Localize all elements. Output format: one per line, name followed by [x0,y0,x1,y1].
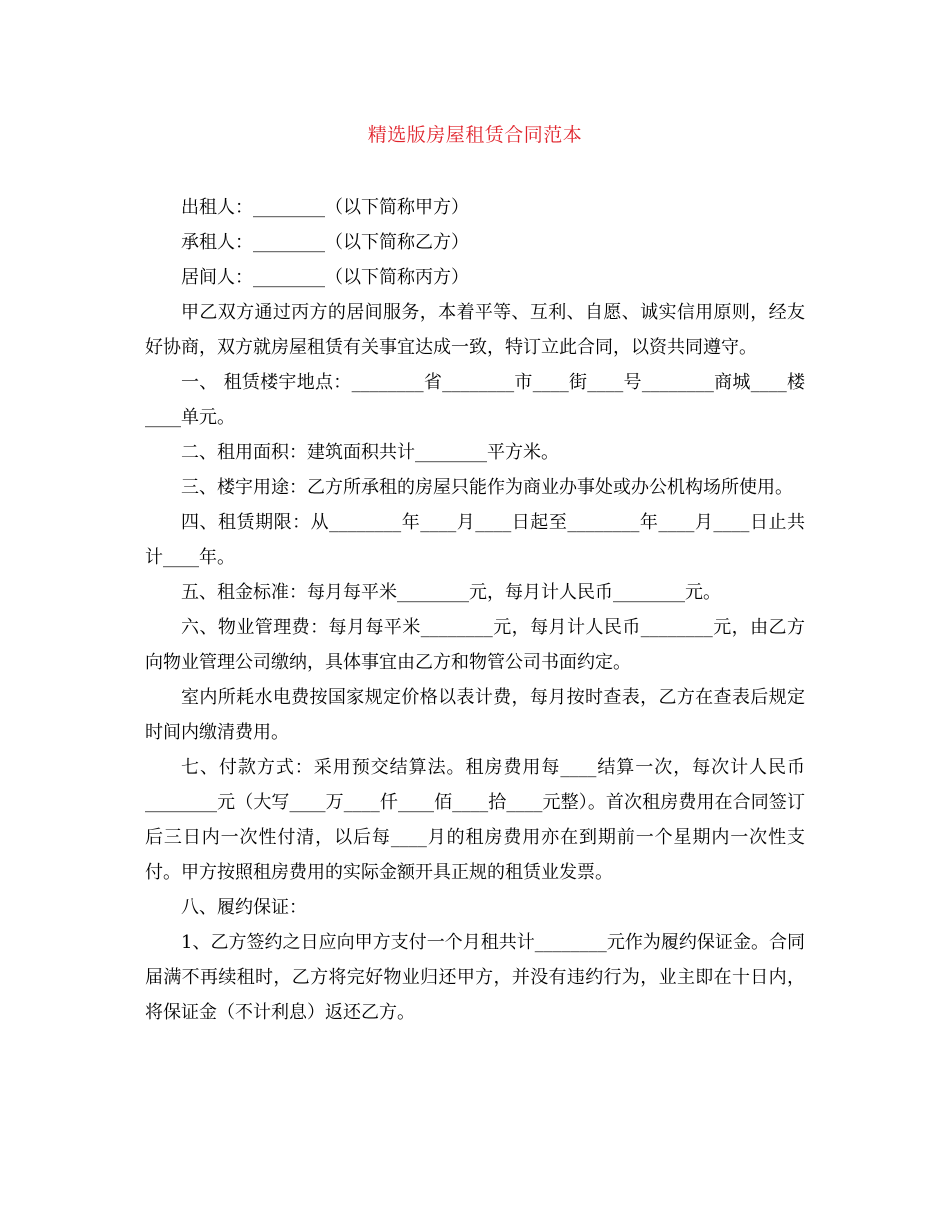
clause-guarantee-heading: 八、履约保证： [181,897,307,918]
utilities-paragraph: 室内所耗水电费按国家规定价格以表计费，每月按时查表，乙方在查表后规定时间内缴清费用。 [145,687,805,743]
lessor-line: 出租人：________（以下简称甲方） [181,197,469,218]
document-body [145,190,805,1030]
guarantee-item-1: 1、乙方签约之日应向甲方支付一个月租共计________元作为履约保证金。合同届满不再续租时，乙方将完好物业归还甲方，并没有违约行为，业主即在十日内，将保证金（不计利息）返还乙方。 [145,932,805,1023]
clause-management-fee: 六、物业管理费：每月每平米________元，每月计人民币________元，由乙方向物业管理公司缴纳，具体事宜由乙方和物管公司书面约定。 [145,617,805,673]
intermediary-line: 居间人：________（以下简称丙方） [181,267,469,288]
clause-payment: 七、付款方式：采用预交结算法。租房费用每____结算一次，每次计人民币________元（大写____万____仟____佰____拾____元整）。首次租房费用在合同签订后三日内一次性付清，以后每____月的租房费用亦在到期前一个星期内一次性支付。甲方按照租房费用的实际金额开具正规的租赁业发票。 [145,757,805,883]
clause-term: 四、租赁期限：从________年____月____日起至________年____月____日止共计____年。 [145,512,805,568]
lessee-line: 承租人：________（以下简称乙方） [181,232,469,253]
document-title: 精选版房屋租赁合同范本 [367,124,583,146]
preamble-paragraph: 甲乙双方通过丙方的居间服务，本着平等、互利、自愿、诚实信用原则，经友好协商，双方就房屋租赁有关事宜达成一致，特订立此合同，以资共同遵守。 [145,302,805,358]
clause-area: 二、租用面积：建筑面积共计________平方米。 [181,442,559,463]
clause-rent: 五、租金标准：每月每平米________元，每月计人民币________元。 [181,582,721,603]
clause-usage: 三、楼宇用途：乙方所承租的房屋只能作为商业办事处或办公机构场所使用。 [181,477,793,498]
clause-location: 一、 租赁楼宇地点：________省________市____街____号________商城____楼____单元。 [145,372,805,428]
